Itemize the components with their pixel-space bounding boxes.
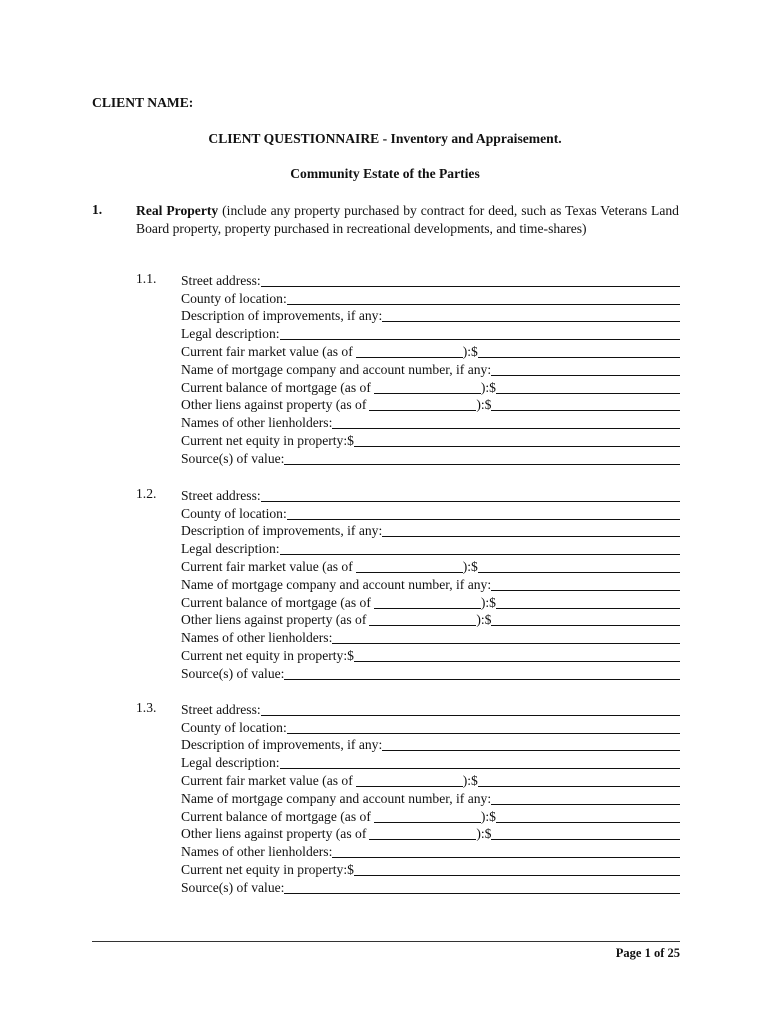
improvements-field[interactable] xyxy=(181,736,680,754)
other-liens-amount-blank[interactable] xyxy=(491,397,680,411)
other-lienholders-field[interactable] xyxy=(181,842,680,860)
other-lienholders-blank[interactable] xyxy=(332,844,680,858)
fmv-label: Current fair market value (as of xyxy=(181,558,353,574)
fmv-suffix: ):$ xyxy=(462,772,478,788)
county-field[interactable] xyxy=(181,504,680,522)
other-liens-date-blank[interactable] xyxy=(369,612,476,626)
property-fields xyxy=(181,700,680,896)
other-liens-suffix: ):$ xyxy=(476,397,492,413)
other-liens-field[interactable] xyxy=(181,825,680,843)
other-liens-suffix: ):$ xyxy=(476,612,492,628)
mortgage-balance-amount-blank[interactable] xyxy=(496,809,680,823)
mortgage-balance-date-blank[interactable] xyxy=(374,809,481,823)
street-address-label: Street address: xyxy=(181,487,261,503)
sources-blank[interactable] xyxy=(284,880,680,894)
county-blank[interactable] xyxy=(287,291,680,305)
mortgage-balance-date-blank[interactable] xyxy=(374,380,481,394)
legal-description-label: Legal description: xyxy=(181,541,280,557)
street-address-label: Street address: xyxy=(181,701,261,717)
mortgage-balance-amount-blank[interactable] xyxy=(496,380,680,394)
property-fields xyxy=(181,271,680,467)
street-address-blank[interactable] xyxy=(261,273,680,287)
mortgage-balance-field[interactable] xyxy=(181,378,680,396)
net-equity-field[interactable] xyxy=(181,431,680,449)
improvements-blank[interactable] xyxy=(382,523,680,537)
section-heading-title: Real Property xyxy=(136,203,219,218)
fair-market-value-field[interactable] xyxy=(181,342,680,360)
mortgage-company-label: Name of mortgage company and account number, if any: xyxy=(181,790,492,806)
legal-description-blank[interactable] xyxy=(280,755,680,769)
mortgage-company-label: Name of mortgage company and account number, if any: xyxy=(181,576,492,592)
mortgage-company-blank[interactable] xyxy=(491,362,680,376)
legal-description-field[interactable] xyxy=(181,539,680,557)
county-label: County of location: xyxy=(181,290,287,306)
other-lienholders-field[interactable] xyxy=(181,628,680,646)
other-liens-label: Other liens against property (as of xyxy=(181,826,367,842)
other-liens-date-blank[interactable] xyxy=(369,826,476,840)
net-equity-label: Current net equity in property:$ xyxy=(181,861,354,877)
fmv-date-blank[interactable] xyxy=(356,344,463,358)
document-subtitle: Community Estate of the Parties xyxy=(290,166,480,181)
property-number: 1.2. xyxy=(136,486,157,501)
fair-market-value-field[interactable] xyxy=(181,557,680,575)
other-liens-amount-blank[interactable] xyxy=(491,612,680,626)
sources-field[interactable] xyxy=(181,878,680,896)
legal-description-blank[interactable] xyxy=(280,541,680,555)
fmv-suffix: ):$ xyxy=(462,558,478,574)
county-label: County of location: xyxy=(181,505,287,521)
improvements-blank[interactable] xyxy=(382,737,680,751)
footer-divider xyxy=(92,941,680,942)
county-field[interactable] xyxy=(181,289,680,307)
fmv-amount-blank[interactable] xyxy=(478,559,680,573)
mortgage-balance-suffix: ):$ xyxy=(480,808,496,824)
street-address-field[interactable] xyxy=(181,700,680,718)
mortgage-balance-label: Current balance of mortgage (as of xyxy=(181,379,371,395)
mortgage-company-field[interactable] xyxy=(181,360,680,378)
fmv-date-blank[interactable] xyxy=(356,773,463,787)
other-lienholders-blank[interactable] xyxy=(332,630,680,644)
section-heading xyxy=(136,202,679,238)
county-blank[interactable] xyxy=(287,720,680,734)
other-liens-date-blank[interactable] xyxy=(369,397,476,411)
street-address-label: Street address: xyxy=(181,272,261,288)
net-equity-field[interactable] xyxy=(181,646,680,664)
other-liens-field[interactable] xyxy=(181,396,680,414)
sources-field[interactable] xyxy=(181,449,680,467)
mortgage-balance-field[interactable] xyxy=(181,593,680,611)
county-label: County of location: xyxy=(181,719,287,735)
improvements-label: Description of improvements, if any: xyxy=(181,308,383,324)
fair-market-value-field[interactable] xyxy=(181,771,680,789)
other-lienholders-label: Names of other lienholders: xyxy=(181,415,333,431)
section-heading-description: (include any property purchased by contract for deed, such as Texas Veterans Land Board property, property purchased in recreational developments, and time-shares) xyxy=(136,203,679,236)
net-equity-blank[interactable] xyxy=(354,648,680,662)
other-lienholders-label: Names of other lienholders: xyxy=(181,630,333,646)
sources-label: Source(s) of value: xyxy=(181,450,285,466)
net-equity-field[interactable] xyxy=(181,860,680,878)
county-field[interactable] xyxy=(181,718,680,736)
street-address-field[interactable] xyxy=(181,271,680,289)
other-lienholders-label: Names of other lienholders: xyxy=(181,844,333,860)
sources-label: Source(s) of value: xyxy=(181,665,285,681)
other-lienholders-blank[interactable] xyxy=(332,415,680,429)
mortgage-company-field[interactable] xyxy=(181,789,680,807)
legal-description-field[interactable] xyxy=(181,753,680,771)
improvements-label: Description of improvements, if any: xyxy=(181,523,383,539)
sources-blank[interactable] xyxy=(284,666,680,680)
legal-description-label: Legal description: xyxy=(181,755,280,771)
mortgage-company-blank[interactable] xyxy=(491,791,680,805)
fmv-date-blank[interactable] xyxy=(356,559,463,573)
mortgage-company-blank[interactable] xyxy=(491,577,680,591)
street-address-blank[interactable] xyxy=(261,702,680,716)
mortgage-balance-date-blank[interactable] xyxy=(374,595,481,609)
improvements-blank[interactable] xyxy=(382,308,680,322)
net-equity-blank[interactable] xyxy=(354,862,680,876)
net-equity-label: Current net equity in property:$ xyxy=(181,432,354,448)
fmv-amount-blank[interactable] xyxy=(478,773,680,787)
mortgage-company-label: Name of mortgage company and account number, if any: xyxy=(181,361,492,377)
street-address-field[interactable] xyxy=(181,486,680,504)
legal-description-field[interactable] xyxy=(181,324,680,342)
property-number: 1.3. xyxy=(136,700,157,715)
mortgage-balance-amount-blank[interactable] xyxy=(496,595,680,609)
mortgage-balance-suffix: ):$ xyxy=(480,594,496,610)
net-equity-label: Current net equity in property:$ xyxy=(181,647,354,663)
sources-blank[interactable] xyxy=(284,451,680,465)
other-liens-field[interactable] xyxy=(181,611,680,629)
other-liens-label: Other liens against property (as of xyxy=(181,612,367,628)
improvements-field[interactable] xyxy=(181,307,680,325)
client-name-label: CLIENT NAME: xyxy=(92,95,194,110)
fmv-label: Current fair market value (as of xyxy=(181,772,353,788)
fmv-label: Current fair market value (as of xyxy=(181,343,353,359)
section-number: 1. xyxy=(92,202,103,217)
other-liens-amount-blank[interactable] xyxy=(491,826,680,840)
mortgage-balance-suffix: ):$ xyxy=(480,379,496,395)
fmv-suffix: ):$ xyxy=(462,343,478,359)
property-number: 1.1. xyxy=(136,271,157,286)
mortgage-balance-label: Current balance of mortgage (as of xyxy=(181,808,371,824)
mortgage-balance-label: Current balance of mortgage (as of xyxy=(181,594,371,610)
street-address-blank[interactable] xyxy=(261,488,680,502)
document-title: CLIENT QUESTIONNAIRE - Inventory and Appraisement. xyxy=(208,131,562,146)
sources-field[interactable] xyxy=(181,664,680,682)
other-liens-suffix: ):$ xyxy=(476,826,492,842)
improvements-label: Description of improvements, if any: xyxy=(181,737,383,753)
other-lienholders-field[interactable] xyxy=(181,413,680,431)
legal-description-label: Legal description: xyxy=(181,326,280,342)
property-fields xyxy=(181,486,680,682)
sources-label: Source(s) of value: xyxy=(181,879,285,895)
page-number: Page 1 of 25 xyxy=(615,946,680,960)
mortgage-company-field[interactable] xyxy=(181,575,680,593)
mortgage-balance-field[interactable] xyxy=(181,807,680,825)
legal-description-blank[interactable] xyxy=(280,326,680,340)
county-blank[interactable] xyxy=(287,506,680,520)
fmv-amount-blank[interactable] xyxy=(478,344,680,358)
other-liens-label: Other liens against property (as of xyxy=(181,397,367,413)
net-equity-blank[interactable] xyxy=(354,433,680,447)
improvements-field[interactable] xyxy=(181,522,680,540)
